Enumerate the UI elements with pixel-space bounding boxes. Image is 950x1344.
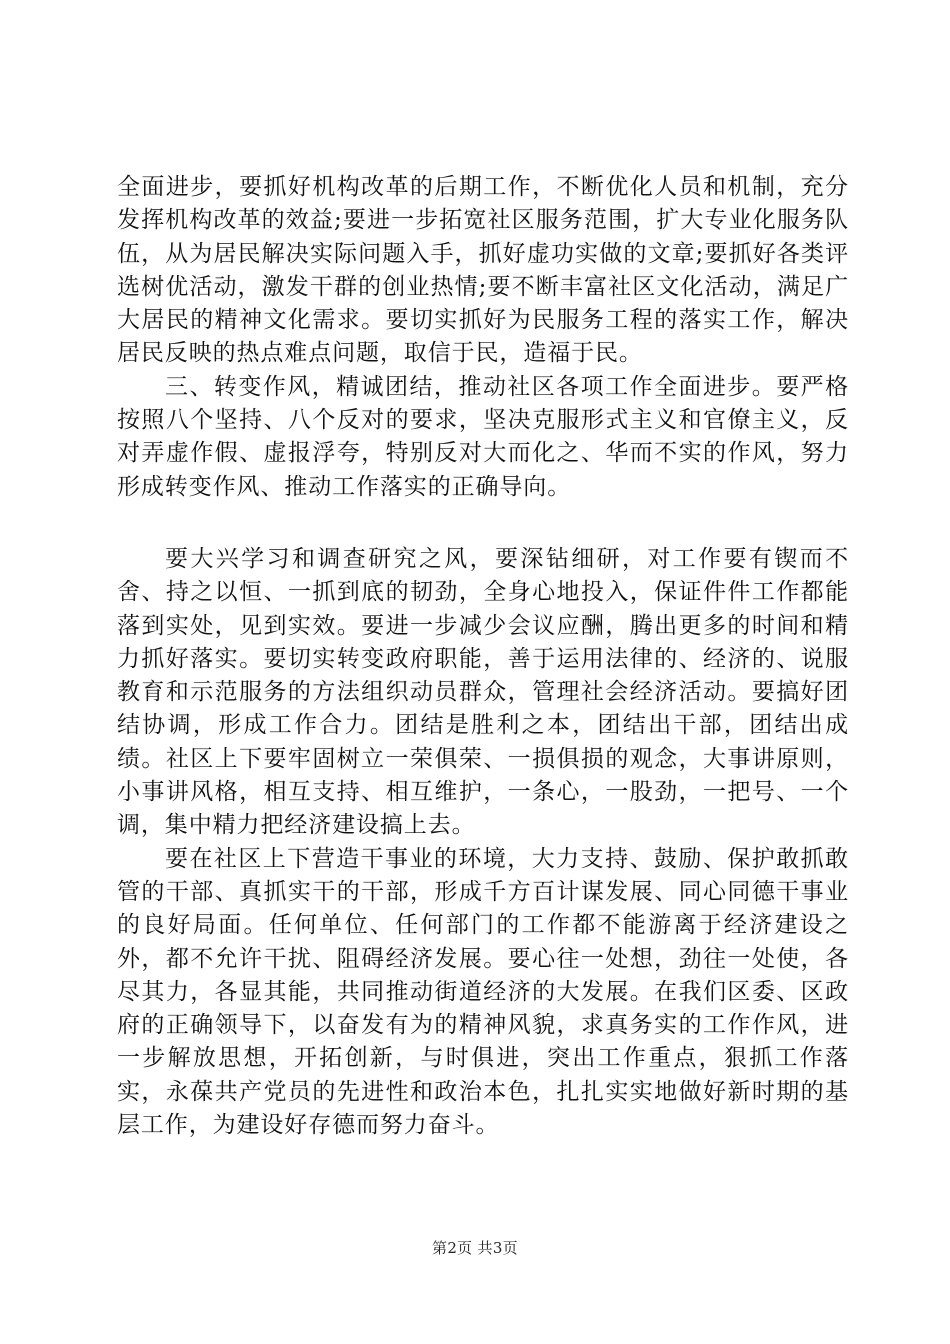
document-body (117, 171, 849, 1142)
paragraph-section-three: 三、转变作风，精诚团结，推动社区各项工作全面进步。要严格按照八个坚持、八个反对的要求，坚决克服形式主义和官僚主义，反对弄虚作假、虚报浮夸，特别反对大而化之、华而不实的作风，努力形成转变作风、推动工作落实的正确导向。 (117, 373, 849, 500)
paragraph-closing: 要在社区上下营造干事业的环境，大力支持、鼓励、保护敢抓敢管的干部、真抓实干的干部，形成千方百计谋发展、同心同德干事业的良好局面。任何单位、任何部门的工作都不能游离于经济建设之外，都不允许干扰、阻碍经济发展。要心往一处想，劲往一处使，各尽其力，各显其能，共同推动街道经济的大发展。在我们区委、区政府的正确领导下，以奋发有为的精神风貌，求真务实的工作作风，进一步解放思想，开拓创新，与时俱进，突出工作重点，狠抓工作落实，永葆共产党员的先进性和政治本色，扎扎实实地做好新时期的基层工作，为建设好存德而努力奋斗。 (117, 845, 849, 1139)
paragraph-study-and-unity: 要大兴学习和调查研究之风，要深钻细研，对工作要有锲而不舍、持之以恒、一抓到底的韧劲，全身心地投入，保证件件工作都能落到实处，见到实效。要进一步减少会议应酬，腾出更多的时间和精力抓好落实。要切实转变政府职能，善于运用法律的、经济的、说服教育和示范服务的方法组织动员群众，管理社会经济活动。要搞好团结协调，形成工作合力。团结是胜利之本，团结出干部，团结出成绩。社区上下要牢固树立一荣俱荣、一损俱损的观念，大事讲原则，小事讲风格，相互支持、相互维护，一条心，一股劲，一把号、一个调，集中精力把经济建设搞上去。 (117, 545, 849, 839)
paragraph-gap (117, 504, 849, 543)
page-number-footer: 第2页 共3页 (432, 1239, 518, 1257)
paragraph-continuation: 全面进步，要抓好机构改革的后期工作，不断优化人员和机制，充分发挥机构改革的效益;要进一步拓宽社区服务范围，扩大专业化服务队伍，从为居民解决实际问题入手，抓好虚功实做的文章;要抓好各类评选树优活动，激发干群的创业热情;要不断丰富社区文化活动，满足广大居民的精神文化需求。要切实抓好为民服务工程的落实工作，解决居民反映的热点难点问题，取信于民，造福于民。 (117, 174, 849, 367)
